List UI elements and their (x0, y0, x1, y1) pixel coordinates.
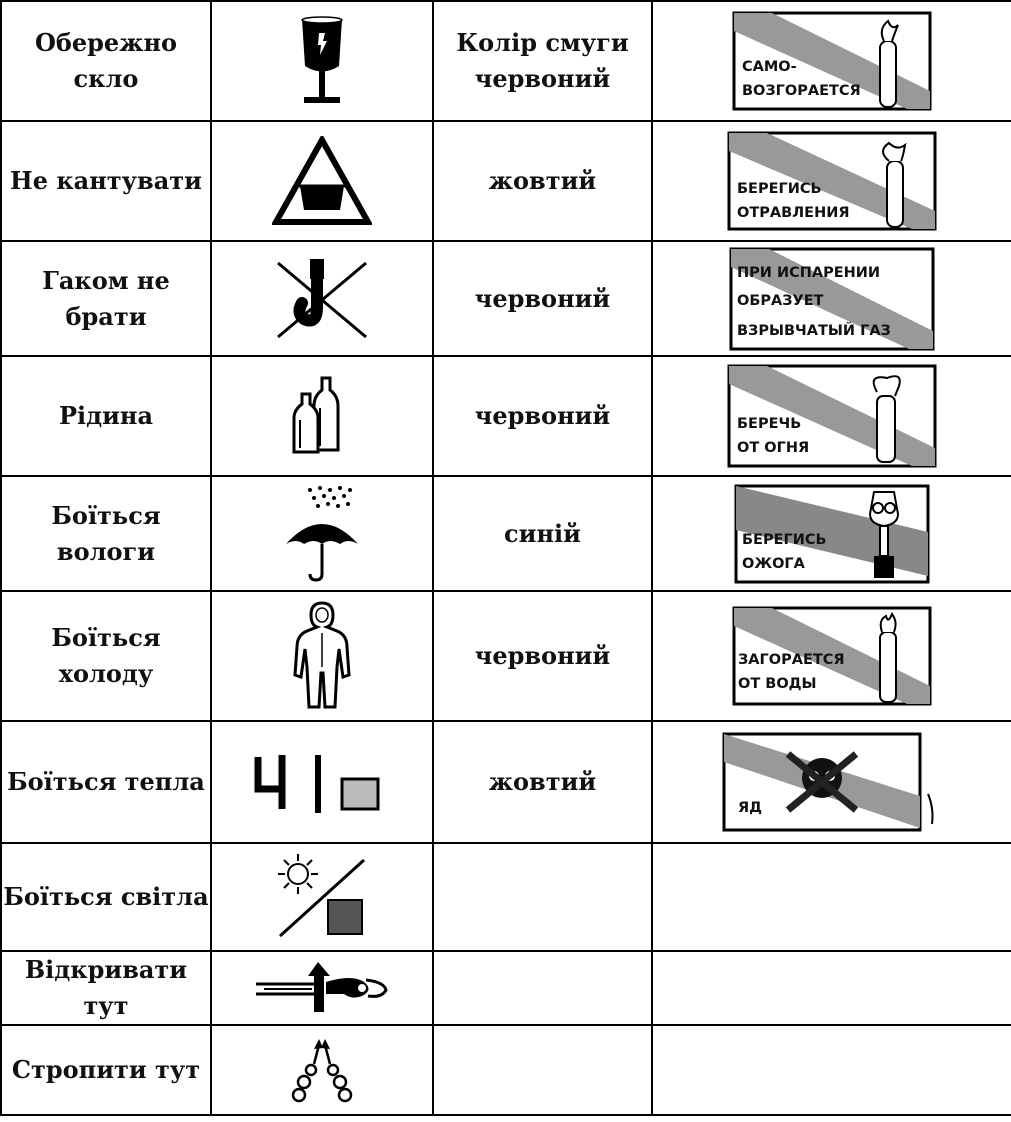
stripe-color-cell: синій (433, 476, 652, 591)
hazard-label-self-ignition (652, 1, 1011, 121)
table-row (1, 241, 1011, 356)
label-line: ОБРАЗУЕТ (737, 292, 824, 309)
hazard-label-ignites-from-water (652, 591, 1011, 721)
stripe-color-cell: червоний (433, 591, 652, 721)
stripe-color-cell: жовтий (433, 121, 652, 241)
no-hooks-icon (211, 241, 433, 356)
empty-label-cell (652, 951, 1011, 1025)
label-line: ЗАГОРАЕТСЯ (738, 652, 845, 668)
sign-name-cell: Боїться вологи (1, 476, 211, 591)
table-row (1, 843, 1011, 951)
do-not-tilt-icon (211, 121, 433, 241)
sign-name-cell: Боїться тепла (1, 721, 211, 843)
sign-name-cell: Стропити тут (1, 1025, 211, 1115)
table-row (1, 1025, 1011, 1115)
label-line: ПРИ ИСПАРЕНИИ (737, 264, 881, 281)
liquid-bottles-icon (211, 356, 433, 476)
label-line: ОЖОГА (742, 555, 805, 572)
empty-label-cell (652, 843, 1011, 951)
person-cold-icon (211, 591, 433, 721)
umbrella-rain-icon (211, 476, 433, 591)
fragile-glass-icon (211, 1, 433, 121)
stripe-color-cell (433, 1025, 652, 1115)
stripe-color-cell: червоний (433, 356, 652, 476)
sign-name-cell: Обережно скло (1, 1, 211, 121)
label-line: ВОЗГОРАЕТСЯ (742, 83, 861, 99)
sign-name-cell: Не кантувати (1, 121, 211, 241)
table-row (1, 121, 1011, 241)
sign-name-cell: Боїться холоду (1, 591, 211, 721)
table-row (1, 476, 1011, 591)
hazard-label-poisoning (652, 121, 1011, 241)
stripe-color-cell (433, 951, 652, 1025)
label-line: БЕРЕГИСЬ (737, 181, 822, 197)
sign-name-cell: Боїться світла (1, 843, 211, 951)
thermometer-heat-icon (211, 721, 433, 843)
hazard-label-keep-from-fire (652, 356, 1011, 476)
sun-slash-light-icon (211, 843, 433, 951)
table-row (1, 951, 1011, 1025)
label-line: БЕРЕЧЬ (737, 416, 802, 432)
label-line: САМО- (742, 59, 797, 75)
table-row (1, 591, 1011, 721)
hazard-label-burn (652, 476, 1011, 591)
hazard-label-explosive-gas (652, 241, 1011, 356)
table-row (1, 1, 1011, 121)
table-row (1, 356, 1011, 476)
label-line: ОТ ОГНЯ (737, 440, 810, 456)
label-line: ВЗРЫВЧАТЫЙ ГАЗ (737, 322, 891, 339)
label-line: ОТ ВОДЫ (738, 676, 817, 692)
stripe-color-cell (433, 843, 652, 951)
sign-name-cell: Гаком не брати (1, 241, 211, 356)
table-row (1, 721, 1011, 843)
stripe-color-cell: Колір смуги червоний (433, 1, 652, 121)
empty-label-cell (652, 1025, 1011, 1115)
sling-here-chain-icon (211, 1025, 433, 1115)
label-line: ЯД (738, 800, 763, 816)
sign-name-cell: Рідина (1, 356, 211, 476)
stripe-color-cell: червоний (433, 241, 652, 356)
stripe-color-cell: жовтий (433, 721, 652, 843)
label-line: ОТРАВЛЕНИЯ (737, 205, 850, 221)
open-here-pliers-icon (211, 951, 433, 1025)
sign-name-cell: Відкривати тут (1, 951, 211, 1025)
hazard-label-poison (652, 721, 1011, 843)
label-line: БЕРЕГИСЬ (742, 531, 827, 548)
